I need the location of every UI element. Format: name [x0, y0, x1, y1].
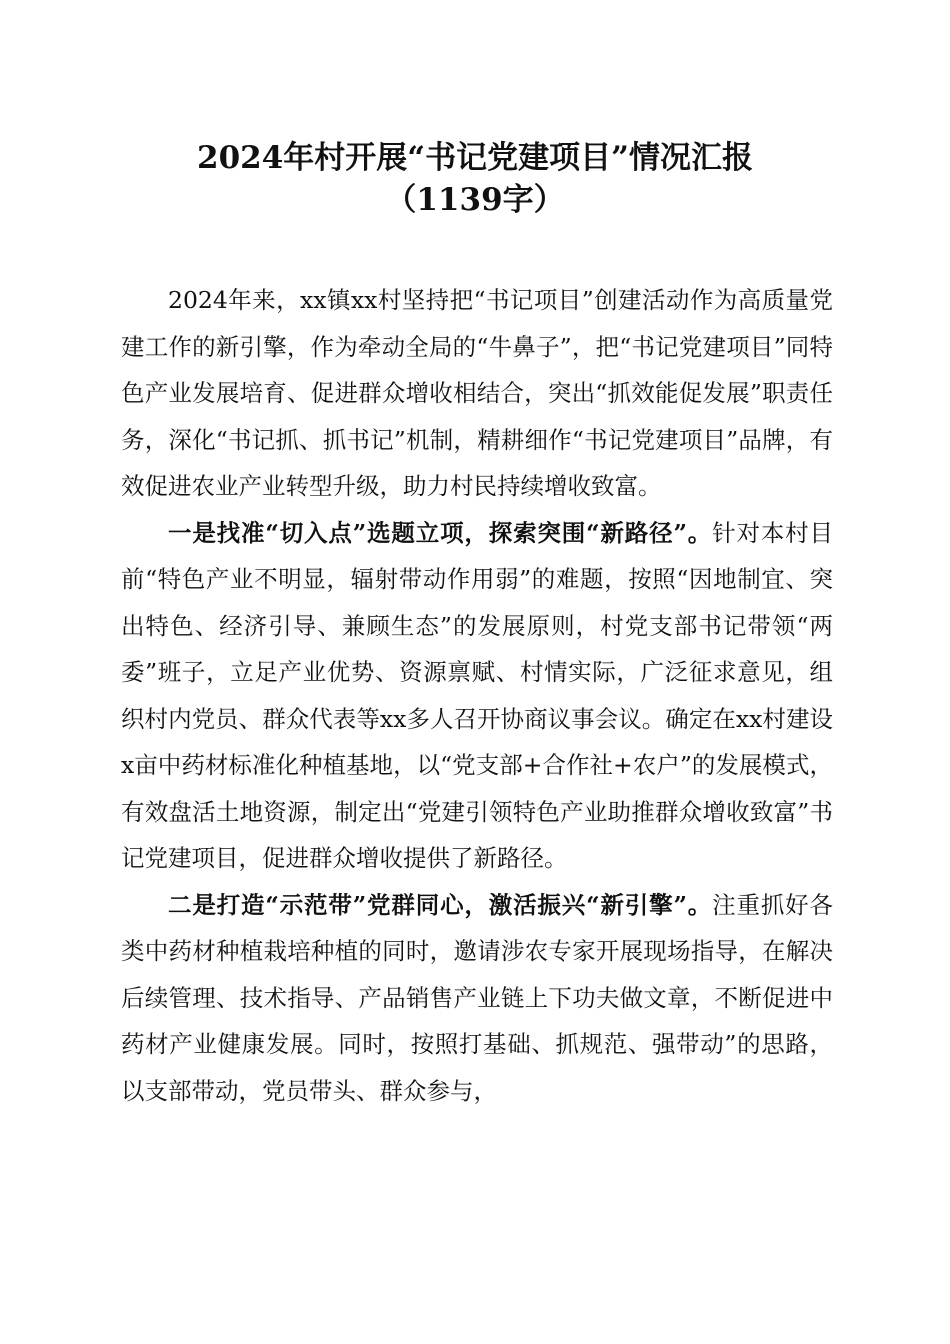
- paragraph-point-two-text: 注重抓好各类中药材种植栽培种植的同时，邀请涉农专家开展现场指导，在解决后续管理、技术指导、产品销售产业链上下功夫做文章，不断促进中药材产业健康发展。同时，按照打基础、抓规范、强带动”的思路，以支部带动，党员带头、群众参与，: [121, 890, 834, 1105]
- paragraph-point-two: [121, 882, 833, 1115]
- paragraph-intro-text: 2024年来，xx镇xx村坚持把“书记项目”创建活动作为高质量党建工作的新引擎，作为牵动全局的“牛鼻子”，把“书记党建项目”同特色产业发展培育、促进群众增收相结合，突出“抓效能促发展”职责任务，深化“书记抓、抓书记”机制，精耕细作“书记党建项目”品牌，有效促进农业产业转型升级，助力村民持续增收致富。: [121, 286, 833, 500]
- paragraph-point-one-text: 针对本村目前“特色产业不明显，辐射带动作用弱”的难题，按照“因地制宜、突出特色、经济引导、兼顾生态”的发展原则，村党支部书记带领“两委”班子，立足产业优势、资源禀赋、村情实际，广泛征求意见，组织村内党员、群众代表等xx多人召开协商议事会议。确定在xx村建设x亩中药材标准化种植基地，以“党支部+合作社+农户”的发展模式，有效盘活土地资源，制定出“党建引领特色产业助推群众增收致富”书记党建项目，促进群众增收提供了新路径。: [121, 518, 834, 872]
- document-title: 2024年村开展“书记党建项目”情况汇报: [197, 140, 753, 176]
- paragraph-point-one-heading: 一是找准“切入点”选题立项，探索突围“新路径”。: [168, 518, 713, 547]
- document-subtitle-word-count: （1139字）: [385, 182, 565, 218]
- paragraph-intro: [121, 277, 833, 510]
- paragraph-point-one: [121, 510, 833, 882]
- document-body: [121, 277, 833, 1114]
- paragraph-point-two-heading: 二是打造“示范带”党群同心，激活振兴“新引擎”。: [168, 890, 713, 919]
